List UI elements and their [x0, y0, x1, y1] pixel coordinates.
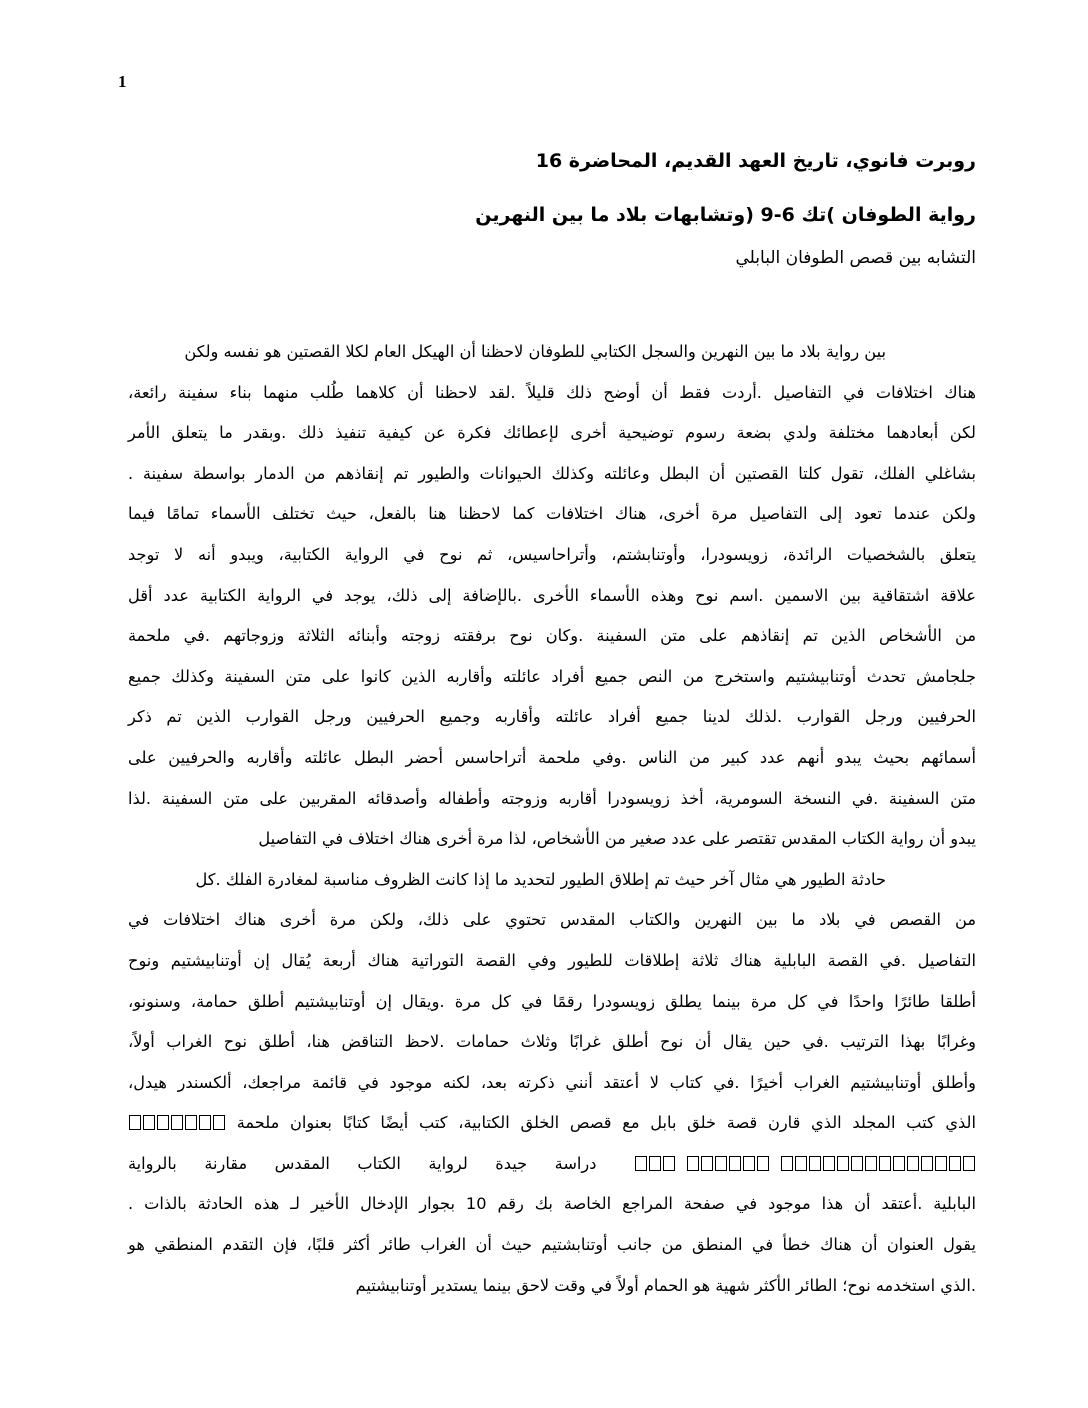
paragraph-line: البابلية .أعتقد أن هذا موجود في صفحة المراجع الخاصة بك رقم 10 بجوار الإدخال الأخير لـ هذه الحادثة بالذات . — [128, 1194, 976, 1214]
paragraph-line: أسمائهم بحيث يبدو أنهم عدد كبير من الناس .وفي ملحمة أتراحاسس أحضر البطل عائلته وأقاربه والحرفيين على — [128, 747, 976, 767]
paragraph-line: لكن أبعادهما مختلفة ولدي بضعة رسوم توضيحية أخرى لإعطائك فكرة عن كيفية تنفيذ ذلك .وبقدر ما يتعلق الأمر — [128, 423, 976, 443]
paragraph-line: الحرفيين ورجل القوارب .لذلك لدينا جميع أفراد عائلته وأقاربه وجميع الحرفيين ورجل القوارب الذين تم ذكر — [128, 707, 976, 727]
missing-glyph-box — [949, 1156, 961, 1171]
missing-glyph-box — [199, 1115, 211, 1130]
paragraph-line: من الأشخاص الذين تم إنقاذهم على متن السفينة .وكان نوح برفقته زوجته وأبنائه الثلاثة وزوجاتهم .في ملحمة — [128, 626, 976, 646]
line-text: الذي كتب المجلد الذي قارن قصة خلق بابل مع قصص الخلق الكتابية، كتب أيضًا كتابًا بعنوان ملحمة — [236, 1113, 976, 1133]
missing-glyph-box — [213, 1115, 225, 1130]
page-number: 1 — [118, 72, 127, 91]
missing-glyph-boxes — [128, 1113, 226, 1132]
missing-glyph-box — [907, 1156, 919, 1171]
missing-glyph-box — [865, 1156, 877, 1171]
missing-glyph-box — [743, 1156, 755, 1171]
paragraph-line: هناك اختلافات في التفاصيل .أردت فقط أن أوضح ذلك قليلاً .لقد لاحظنا أن كلاهما طُلب منهما بناء سفينة رائعة، — [128, 382, 976, 402]
paragraph-line: .الذي استخدمه نوح؛ الطائر الأكثر شهية هو الحمام أولاً في وقت لاحق بينما يستدير أوتنابيشتيم — [355, 1275, 976, 1295]
missing-glyph-box — [823, 1156, 835, 1171]
paragraph-line: علاقة اشتقاقية بين الاسمين .اسم نوح وهذه الأسماء الأخرى .بالإضافة إلى ذلك، يوجد في الرواية الكتابية عدد أقل — [128, 585, 976, 605]
missing-glyph-box — [171, 1115, 183, 1130]
paragraph-line: من القصص في بلاد ما بين النهرين والكتاب المقدس تحتوي على ذلك، ولكن مرة أخرى هناك اختلافات في — [128, 910, 976, 930]
missing-glyph-box — [635, 1156, 647, 1171]
missing-glyph-box — [701, 1156, 713, 1171]
paragraph-line: وغرابًا بهذا الترتيب .في حين يقال أن نوح أطلق غرابًا وثلاث حمامات .لاحظ التناقض هنا، أطلق نوح الغراب أولاً، — [128, 1032, 976, 1052]
missing-glyph-box — [729, 1156, 741, 1171]
paragraph-line: يتعلق بالشخصيات الرائدة، زويسودرا، وأوتنابشتم، وأتراحاسيس، ثم نوح في الرواية الكتابية، ويبدو أنه لا توجد — [128, 544, 976, 564]
missing-glyph-box — [893, 1156, 905, 1171]
missing-glyph-box — [795, 1156, 807, 1171]
paragraph-line-with-missing-glyphs — [128, 1144, 976, 1185]
missing-glyph-box — [157, 1115, 169, 1130]
paragraph-line: أطلقا طائرًا واحدًا في كل مرة بينما يطلق زويسودرا رقمًا في كل مرة .ويقال إن أوتنابيشتيم أطلق حمامة، وسنونو، — [128, 991, 976, 1011]
section-heading: التشابه بين قصص الطوفان البابلي — [735, 248, 976, 268]
missing-glyph-box — [809, 1156, 821, 1171]
paragraph-line: حادثة الطيور هي مثال آخر حيث تم إطلاق الطيور لتحديد ما إذا كانت الظروف مناسبة لمغادرة الفلك .كل — [195, 869, 886, 889]
document-title: روبرت فانوي، تاريخ العهد القديم، المحاضرة 16 — [535, 150, 976, 172]
paragraph-line-with-missing-glyphs — [128, 1103, 976, 1144]
missing-glyph-box — [757, 1156, 769, 1171]
missing-glyph-box — [649, 1156, 661, 1171]
missing-glyph-box — [129, 1115, 141, 1130]
missing-glyph-box — [935, 1156, 947, 1171]
missing-glyph-box — [663, 1156, 675, 1171]
missing-glyph-box — [963, 1156, 975, 1171]
paragraph-line: يبدو أن رواية الكتاب المقدس تقتصر على عدد صغير من الأشخاص، لذا مرة أخرى هناك اختلاف في التفاصيل — [258, 829, 976, 849]
paragraph-line: التفاصيل .في القصة البابلية هناك ثلاثة إطلاقات للطيور وفي القصة التوراتية هناك أربعة يُقال إن أوتنابيشتيم ونوح — [128, 950, 976, 970]
paragraph-line: يقول العنوان أن هناك خطأ في المنطق من جانب أوتنابشتيم حيث أن الغراب طائر أكثر قلبًا، فإن التقدم المنطقي هو — [128, 1235, 976, 1255]
paragraph-line: متن السفينة .في النسخة السومرية، أخذ زويسودرا أقاربه وزوجته وأطفاله وأصدقائه المقربين على متن السفينة .لذا — [128, 788, 976, 808]
paragraph-line: وأطلق أوتنابيشتيم الغراب أخيرًا .في كتاب لا أعتقد أنني ذكرته بعد، لكنه موجود في قائمة مراجعك، ألكسندر هيدل، — [128, 1072, 976, 1092]
paragraph-line: جلجامش تحدث أوتنابيشتيم واستخرج من النص جميع أفراد عائلته وأقاربه الذين كانوا على متن السفينة وكذلك جميع — [128, 666, 976, 686]
missing-glyph-box — [185, 1115, 197, 1130]
missing-glyph-box — [143, 1115, 155, 1130]
missing-glyph-box — [687, 1156, 699, 1171]
missing-glyph-box — [837, 1156, 849, 1171]
paragraph-line: بين رواية بلاد ما بين النهرين والسجل الكتابي للطوفان لاحظنا أن الهيكل العام لكلا القصتين هو نفسه ولكن — [184, 342, 886, 361]
missing-glyph-box — [715, 1156, 727, 1171]
document-subtitle: رواية الطوفان )تك 6-9 (وتشابهات بلاد ما بين النهرين — [475, 204, 976, 226]
missing-glyph-boxes — [624, 1154, 976, 1173]
missing-glyph-box — [879, 1156, 891, 1171]
paragraph-line: بشاغلي الفلك، تقول كلتا القصتين أن البطل وعائلته وكذلك الحيوانات والطيور تم إنقاذهم من الدمار بواسطة سفينة . — [128, 463, 976, 483]
paragraph-line: ولكن عندما تعود إلى التفاصيل مرة أخرى، هناك اختلافات كما لاحظنا هنا بالفعل، حيث تختلف الأسماء تمامًا فيما — [128, 504, 976, 524]
missing-glyph-box — [781, 1156, 793, 1171]
line-text: دراسة جيدة لرواية الكتاب المقدس مقارنة بالرواية — [128, 1153, 597, 1173]
missing-glyph-box — [921, 1156, 933, 1171]
missing-glyph-box — [851, 1156, 863, 1171]
body-text — [128, 332, 976, 1306]
